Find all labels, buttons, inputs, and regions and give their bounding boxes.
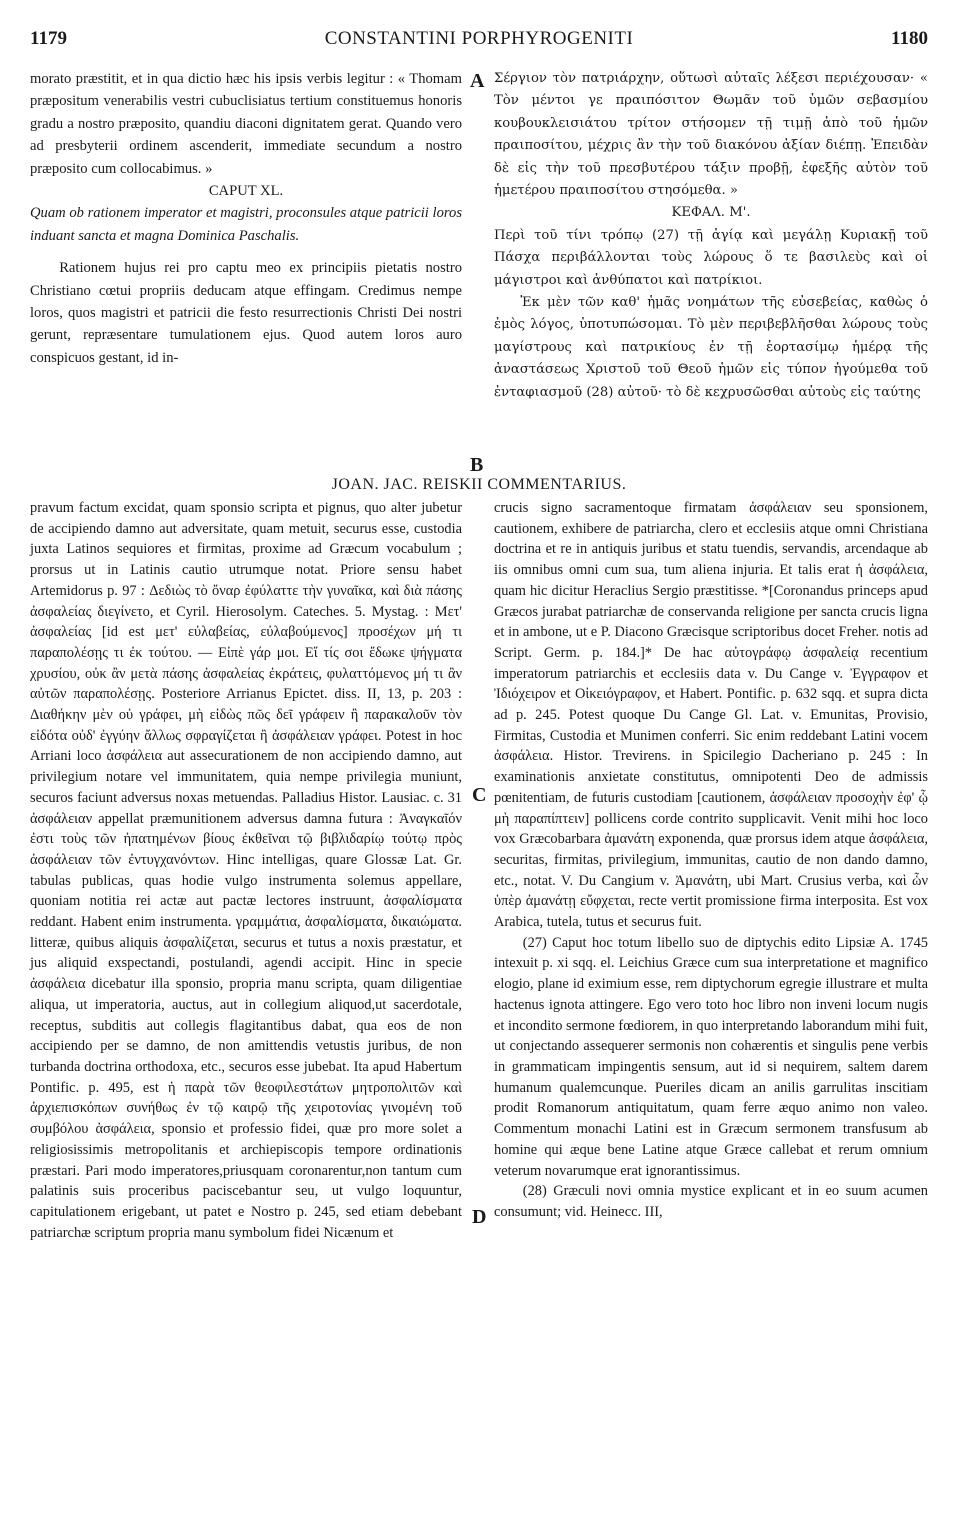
greek-paragraph-1: Σέργιον τὸν πατριάρχην, οὕτωσὶ αὐταῖς λέξεσι περιέχουσαν· « Τὸν μέντοι γε πραιπόσιτον Θωμᾶν τοῦ ὑμῶν σεβασμίου κουβουκλεισιάτου τρίτον στήσομεν τῇ τιμῇ ἀπὸ τοῦ ἡμῶν πραιποσίτου, μέχρις ἂν τὴν τοῦ διακόνου ἀξίαν διέπῃ. Ἐπειδὰν δὲ εἰς τὴν τοῦ πρεσβυτέρου τάξιν προβῇ, ἐφεξῆς αὐτὸν τοῦ ἡμετέρου πραιποσίτου στησόμεθα. » [494,71,928,199]
caput-heading: CAPUT XL. [208,183,284,200]
chapter-subtitle-greek: Περὶ τοῦ τίνι τρόπῳ (27) τῇ ἁγίᾳ καὶ μεγάλῃ Κυριακῇ τοῦ Πάσχα περιβάλλονται τοὺς λώρους ὅ τε βασιλεὺς καὶ οἱ μάγιστροι καὶ ἀνθύπατοι καὶ πατρίκιοι. [494,227,928,288]
commentary-right-column [494,498,928,1223]
margin-letter-d: D [472,1206,487,1228]
margin-letter-b: B [470,454,484,476]
kephalaion-heading: ΚΕΦΑΛ. Μ'. [671,205,751,221]
greek-paragraph-2: Ἐκ μὲν τῶν καθ' ἡμᾶς νοημάτων τῆς εὐσεβείας, καθὼς ὁ ἐμὸς λόγος, ὑποτυπώσομαι. Τὸ μὲν περιβεβλῆσθαι λώρους τοὺς μαγίστρους καὶ πατρικίους ἐν τῇ ἑορτασίμῳ ἡμέρᾳ τῆς ἀναστάσεως Χριστοῦ τοῦ Θεοῦ ἡμῶν εἰς τύπον ἡγούμεθα τοῦ ἐνταφιασμοῦ (28) αὐτοῦ· τὸ δὲ κεχρυσῶσθαι αὐτοὺς εἰς ταύτης [494,295,928,400]
page-number-right: 1180 [891,28,928,49]
commentary-title: JOAN. JAC. REISKII COMMENTARIUS. [331,476,627,493]
commentary-left-column [30,498,462,1243]
page-number-left: 1179 [30,28,67,49]
running-title: CONSTANTINI PORPHYROGENITI [324,28,634,49]
margin-letter-c: C [472,784,487,806]
note-27: (27) Caput hoc totum libello suo de diptychis edito Lipsiæ A. 1745 intexuit p. xi sqq. el. Leichius Græce cum sua interpretatione et magnifico elogio, plane id eximium esse, rem diptychorum egregie illustrare et multa hactenus ignota attingere. Ego vero toto hoc libro non inveni locum nugis et incondito sermone fœdiorem, in quo interpretando laborandum mihi fuit, ut conjectando assequerer sermonis non cohærentis et singulis pene verbis in grammaticam impingentis sensum, aut id si nequirem, saltem darem humanum qualemcunque. Pueriles dicam an anilis garrulitas inscitiam prodit Romanorum antiquitatum, quam ferre æquo animo non valeo. Commentum monachi Latini est in Græcum sermonem transfusum ab homine qui æque bene Latine atque Græce callebat et rerum omnium veterum novarumque erat ignorantissimus. [494,934,928,1179]
note-28: (28) Græculi novi omnia mystice explicant et in eo suum acumen consumunt; vid. Heinecc. III, [494,1183,928,1220]
latin-paragraph-2: Rationem hujus rei pro captu meo ex principiis pietatis nostro Christiano cœtui propriis deducam atque effingam. Credimus nempe loros, quos magistri et patricii die festo resurrectionis Christi Dei nostri gerunt, repræsentare tumulationem ejus. Quod autem loros auro conspicuos gestant, id in- [30,260,462,366]
latin-paragraph-1: morato præstitit, et in qua dictio hæc his ipsis verbis legitur : « Thomam præpositum venerabilis vestri cubuclisiatus tertium constituemus honoris gradu a nostro præposito, quandiu diaconi dignitatem gerat. Quando vero ad presbyterii ordinem ascenderit, immediate secundum a nostro præposito cum collocabimus. » [30,71,462,177]
page-header [30,28,928,54]
latin-text-column [30,68,462,369]
chapter-subtitle-latin: Quam ob rationem imperator et magistri, proconsules atque patricii loros induant sancta et magna Dominica Paschalis. [30,205,462,244]
greek-text-column [494,68,928,404]
margin-letter-a: A [470,70,485,92]
commentary-right-paragraph-1: crucis signo sacramentoque firmatam ἀσφάλειαν seu sponsionem, cautionem, exhibere de patriarcha, clero et ecclesiis atque omni Christiana doctrina et re in antiquis juribus et statu tuendis, servandis, arcendaque ab iis omnibus omni cum sua, tum aliena injuria. Et talis erat ἡ ἀσφάλεια, quam hic dicitur Heraclius Sergio præstitisse. *[Coronandus princeps apud Græcos jurabat patriarchæ de conservanda religione per sancta crucis ligna et in ambone, ut e P. Diacono Græcisque scriptoribus docet Freher. notis ad Script. Germ. p. 184.]* De hac αὐτογράφῳ ἀσφαλείᾳ recentium imperatorum patriarchis et ecclesiis data v. Du Cange v. Ἐγγραφον et Ἰδιόχειρον et Οἰκειόγραφον, et Habert. Pontific. p. 632 sqq. et supra dicta ad p. 245. Potest quoque Du Cange Gl. Lat. v. Emunitas, Provisio, Firmitas, Custodia et Munimen conferri. Sic enim reddebant Latini vocem ἀσφάλεια. Histor. Trevirens. in Spicilegio Dacheriano p. 245 : In examinationis anxietate constitutus, omnipotenti Deo de admissis pœnitentiam, de futuris custodiam [cautionem, ἀσφάλειαν προσοχὴν ἐφ' ᾧ μὴ παραπίπτειν] pollicens corde contrito supplicavit. Venit mihi hoc loco vox Græcobarbara ἀμανάτη exponenda, quæ prorsus idem atque ἀσφάλεια, securitas, firmitas, privilegium, immunitas, cautio de non dando damno, etc., notat. V. Du Cangium v. Ἀμανάτη, ubi Mart. Crusius verba, καὶ ὧν ὑπὲρ ἀμανάτῃ εὔφχεται, recte vertit promissione firma interposita. Est vox Arabica, tutela, tutus et securus fuit. [494,500,928,931]
commentary-left-paragraph: pravum factum excidat, quam sponsio scripta et pignus, quo alter jubetur de accipiendo damno aut adversitate, quam metuit, securus esse, custodia juxta Latinos sequiores et firmitas, proxime ad Græcum vocabulum ; prorsus ut in Latinis cautio utrumque notat. Priore sensu habet Artemidorus p. 97 : Δεδιὼς τὸ ὄναρ ἐφύλαττε τὴν γυναῖκα, καὶ διὰ πάσης ἀσφαλείας διεγίνετο, et Cyril. Hierosolym. Cateches. 5. Mystag. : Μετ' ἀσφαλείας [id est μετ' εὐλαβείας, εὐλαβούμενος] προσέχων μή τι παραπολέσῃς τι ἐκ τούτου. — Εἰπὲ γάρ μοι. Εἴ τίς σοι ἔδωκε ψήγματα χρυσίου, οὐκ ἂν μετὰ πάσης ἀσφαλείας ἐκράτεις, φυλαττόμενος μή τι ἂν αὐτῶν παραπολέσῃς. Posteriore Arrianus Epictet. diss. II, 13, p. 203 : Διαθήκην μὲν οὐ γράφει, μὴ εἰδὼς πῶς δεῖ γράφειν ἢ παρακαλοῦν τὸν εἰδότα οὐδ' ἐγγύην ἄλλως σφραγίζεται ἢ ἀσφάλειαν γράφει. Potest in hoc Arriani loco ἀσφάλεια aut assecurationem de non accipiendo damno, aut privilegium notare vel immunitatem, quia nempe privilegia muniunt, securos faciunt adversus noxas metuendas. Palladius Histor. Lausiac. c. 31 ἀσφάλειαν appellat præmunitionem adversus damna futura : Ἀναγκαῖόν ἐστι τοὺς τῶν ἠπατημένων βίους ἐκθεῖναι τῷ βιβλιδαρίῳ τούτῳ πρὸς ἀσφάλειαν τῶν ἐντυγχανόντων. Hinc intelligas, quare Glossæ Lat. Gr. tabulas publicas, quas hodie vulgo instrumenta solemus appellare, quoniam notitia rei actæ aut pactæ lectores instruunt, ἀσφαλίσματα reddant. Habent enim instrumenta. γραμμάτια, ἀσφαλίσματα, δικαιώματα. litteræ, quibus aliquis ἀσφαλίζεται, securus et tutus a noxis præstatur, et jus aliquid exspectandi, postulandi, agendi accipit. Hinc in specie ἀσφάλεια dicebatur illa sponsio, propria manu scripta, quam diligentiae aliqua, ut imperatoria, auctus, aut in collegium aliquod,ut sacerdotale, receptus, subditis aut collegis flagitantibus dabat, qua eos de non accipiendo per se damno, de non amittendis vetustis juribus, de non turbanda doctrina orthodoxa, etc., securos esse jubebat. Ita apud Habertum Pontific. p. 495, est ἡ παρὰ τῶν θεοφιλεστάτων μητροπολιτῶν καὶ ἀρχιεπισκόπων συνήθως ἐν τῷ καιρῷ τῆς χειροτονίας γινομένη τοῦ συμβόλου ἀσφάλεια, sponsio et professio fidei, quæ pro more solet a religiosissimis metropolitanis et archiepiscopis tempore ordinationis præstari. Pari modo imperatores,priusquam coronarentur,non tantum cum palatinis suis proceribus paciscebantur seu, ut vulgo loquuntur, capitulationem erigebant, ut patet e Nostro p. 245, sed etiam debebant patriarchæ scriptum propria manu symbolum fidei Nicænum et [30,500,462,1241]
